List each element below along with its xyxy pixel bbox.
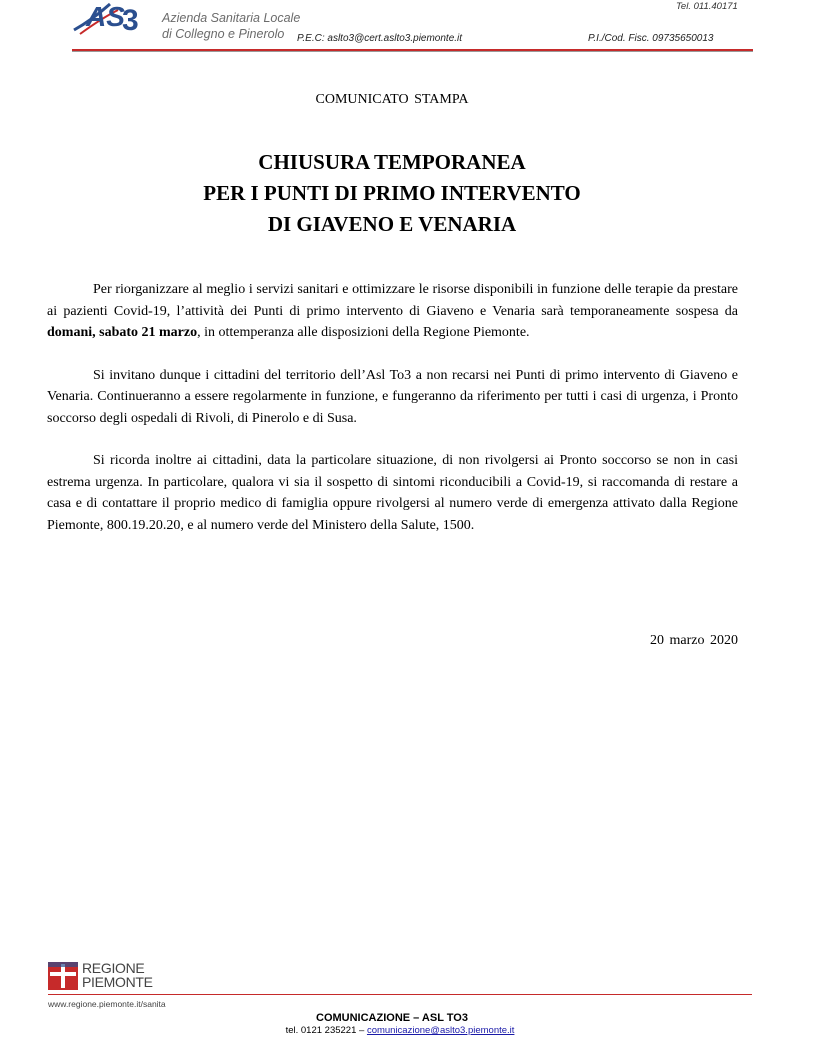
region-line-2: PIEMONTE	[82, 974, 153, 990]
document-body	[47, 279, 738, 557]
organization-name	[162, 10, 300, 42]
paragraph-3: Si ricorda inoltre ai cittadini, data la particolare situazione, di non rivolgersi ai Pronto soccorso se non in casi estrema urgenza. In particolare, qualora vi sia il sospetto di sintomi riconducibili a Covid-19, si raccomanda di restare a casa e di contattare il proprio medico di famiglia oppure rivolgersi al numero verde di emergenza attivato dalla Regione Piemonte, 800.19.20.20, e al numero verde del Ministero della Salute, 1500.	[47, 453, 738, 533]
org-line-2: di Collegno e Pinerolo	[162, 27, 285, 41]
footer-contact	[0, 1025, 800, 1036]
logo-text: AS	[86, 1, 125, 32]
footer-email-link[interactable]: comunicazione@aslto3.piemonte.it	[366, 1025, 515, 1036]
paragraph-1-end: , in ottemperanza alle disposizioni della Regione Piemonte.	[197, 325, 530, 340]
paragraph-1-start: Per riorganizzare al meglio i servizi sanitari e ottimizzare le risorse disponibili in funzione delle terapie da prestare ai pazienti Covid-19, l’attività dei Punti di primo intervento di Giaveno e Venaria sarà temporaneamente sospesa da	[47, 282, 738, 319]
region-line-1: REGIONE	[82, 960, 145, 976]
org-line-1: Azienda Sanitaria Locale	[162, 11, 301, 25]
footer-phone: tel. 0121 235221 –	[285, 1025, 367, 1036]
header-vat-number: P.I./Cod. Fisc. 09735650013	[588, 33, 714, 44]
header-phone: Tel. 011.40171	[676, 1, 738, 12]
header-rule-shadow	[72, 51, 753, 52]
footer-office: COMUNICAZIONE – ASL TO3	[316, 1012, 468, 1024]
paragraph-1	[47, 279, 738, 344]
logo-numeral: 3	[122, 4, 139, 36]
paragraph-1-bold-date: domani, sabato 21 marzo	[47, 325, 198, 340]
document-date: 20 marzo 2020	[650, 633, 738, 648]
title-line-2: PER I PUNTI DI PRIMO INTERVENTO	[203, 181, 581, 205]
paragraph-2: Si invitano dunque i cittadini del territorio dell’Asl To3 a non recarsi nei Punti di primo intervento di Giaveno e Venaria. Continueranno a essere regolarmente in funzione, e fungeranno da riferimento per tutti i casi di urgenza, i Pronto soccorso degli ospedali di Rivoli, di Pinerolo e di Susa.	[47, 367, 738, 426]
footer-rule	[48, 994, 752, 995]
header-pec-email: P.E.C: aslto3@cert.aslto3.piemonte.it	[297, 33, 463, 44]
title-line-1: CHIUSURA TEMPORANEA	[258, 150, 526, 174]
asl-to3-logo	[72, 0, 146, 36]
title-line-3: DI GIAVENO E VENARIA	[267, 212, 517, 236]
document-kind: COMUNICATO STAMPA	[315, 92, 469, 107]
region-website: www.regione.piemonte.it/sanita	[48, 999, 166, 1009]
regione-piemonte-flag-icon	[48, 962, 78, 990]
regione-piemonte-name	[82, 961, 153, 989]
document-title	[0, 147, 784, 240]
